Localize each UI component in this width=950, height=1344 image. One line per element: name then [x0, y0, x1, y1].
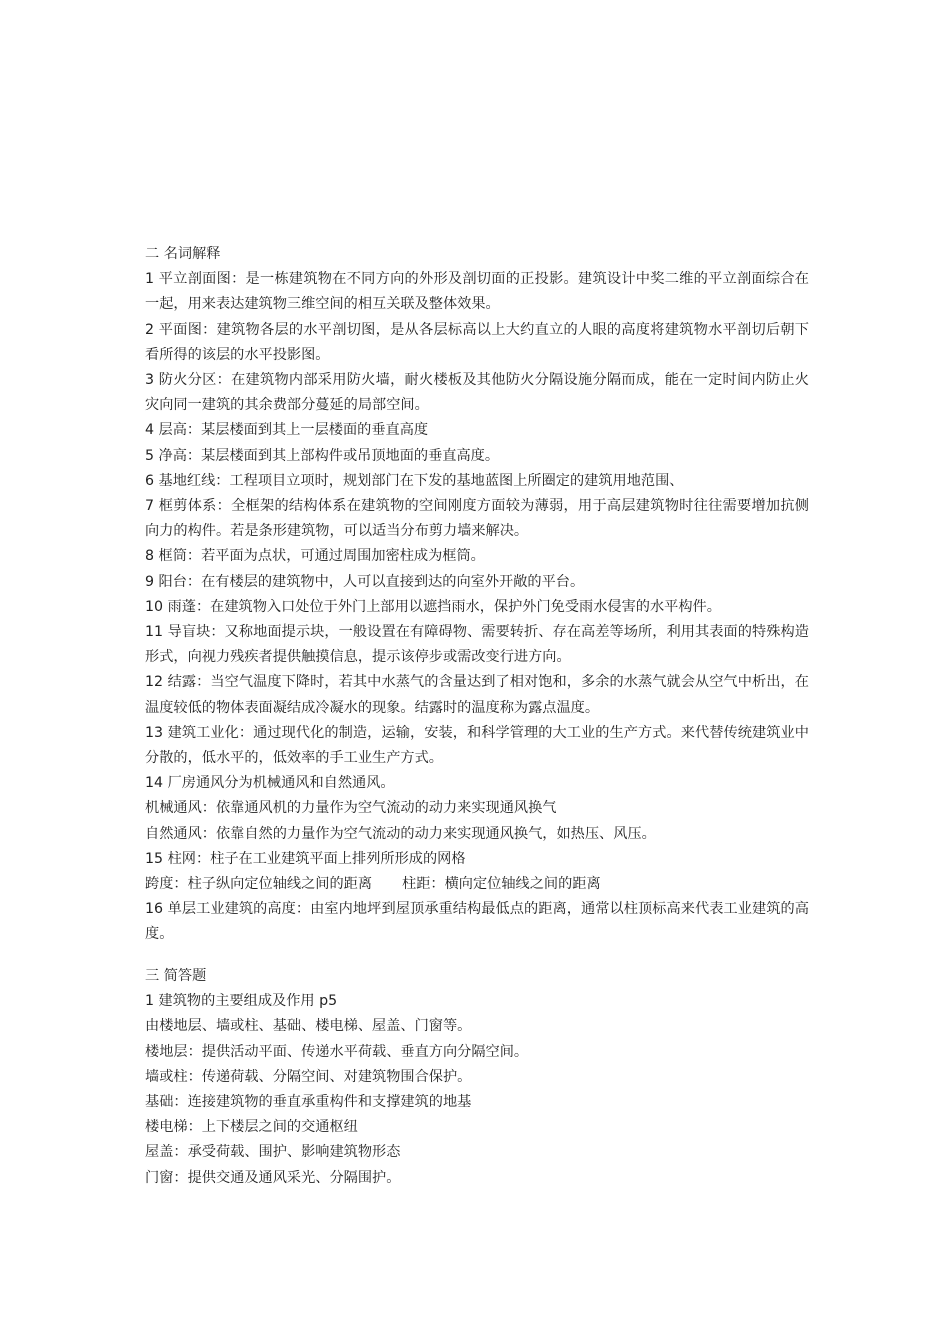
- term-item-9: 9 阳台：在有楼层的建筑物中，人可以直接到达的向室外开敞的平台。: [145, 573, 585, 590]
- answer-item-8: 门窗：提供交通及通风采光、分隔围护。: [145, 1169, 401, 1186]
- term-item-11: 11 导盲块：又称地面提示块，一般设置在有障碍物、需要转折、存在高差等场所，利用其表面的特殊构造形式，向视力残疾者提供触摸信息，提示该停步或需改变行进方向。: [145, 624, 809, 666]
- section-heading-terms: 二 名词解释: [145, 246, 221, 262]
- term-item-3: 3 防火分区：在建筑物内部采用防火墙，耐火楼板及其他防火分隔设施分隔而成，能在一定时间内防止火灾向同一建筑的其余费部分蔓延的局部空间。: [145, 372, 809, 414]
- term-item-12: 12 结露：当空气温度下降时，若其中水蒸气的含量达到了相对饱和，多余的水蒸气就会从空气中析出，在温度较低的物体表面凝结成冷凝水的现象。结露时的温度称为露点温度。: [145, 674, 809, 716]
- answer-item-2: 由楼地层、墙或柱、基础、楼电梯、屋盖、门窗等。: [145, 1018, 472, 1035]
- answer-item-6: 楼电梯：上下楼层之间的交通枢纽: [145, 1119, 358, 1136]
- answer-item-3: 楼地层：提供活动平面、传递水平荷载、垂直方向分隔空间。: [145, 1043, 529, 1060]
- term-item-6: 6 基地红线：工程项目立项时，规划部门在下发的基地蓝图上所圈定的建筑用地范围、: [145, 472, 684, 489]
- column-spacing-definition: 柱距：横向定位轴线之间的距离: [402, 876, 601, 893]
- term-item-4: 4 层高：某层楼面到其上一层楼面的垂直高度: [145, 422, 429, 439]
- answer-item-4: 墙或柱：传递荷载、分隔空间、对建筑物围合保护。: [145, 1068, 472, 1085]
- term-item-14-natural: 自然通风：依靠自然的力量作为空气流动的动力来实现通风换气，如热压、风压。: [145, 825, 656, 842]
- section-short-answers: [145, 964, 809, 1191]
- term-item-15-detail: [145, 872, 809, 897]
- term-item-2: 2 平面图：建筑物各层的水平剖切图，是从各层标高以上大约直立的人眼的高度将建筑物水平剖切后朝下看所得的该层的水平投影图。: [145, 321, 809, 363]
- answer-item-5: 基础：连接建筑物的垂直承重构件和支撑建筑的地基: [145, 1094, 472, 1111]
- section-heading-short-answers: 三 简答题: [145, 968, 207, 984]
- term-item-8: 8 框筒：若平面为点状，可通过周围加密柱成为框筒。: [145, 548, 485, 565]
- term-item-7: 7 框剪体系：全框架的结构体系在建筑物的空间刚度方面较为薄弱，用于高层建筑物时往往需要增加抗侧向力的构件。若是条形建筑物，可以适当分布剪力墙来解决。: [145, 498, 809, 540]
- answer-item-7: 屋盖：承受荷载、围护、影响建筑物形态: [145, 1144, 401, 1161]
- term-item-16: 16 单层工业建筑的高度：由室内地坪到屋顶承重结构最低点的距离，通常以柱顶标高来代表工业建筑的高度。: [145, 901, 809, 943]
- section-terms: [145, 242, 809, 948]
- span-definition: 跨度：柱子纵向定位轴线之间的距离: [145, 876, 373, 893]
- term-item-10: 10 雨蓬：在建筑物入口处位于外门上部用以遮挡雨水，保护外门免受雨水侵害的水平构件。: [145, 598, 721, 615]
- answer-item-1: 1 建筑物的主要组成及作用 p5: [145, 993, 338, 1010]
- term-item-13: 13 建筑工业化：通过现代化的制造，运输，安装，和科学管理的大工业的生产方式。来代替传统建筑业中分散的，低水平的，低效率的手工业生产方式。: [145, 724, 809, 767]
- term-item-14-mechanical: 机械通风：依靠通风机的力量作为空气流动的动力来实现通风换气: [145, 800, 557, 817]
- term-item-5: 5 净高：某层楼面到其上部构件或吊顶地面的垂直高度。: [145, 447, 500, 464]
- term-item-1: 1 平立剖面图：是一栋建筑物在不同方向的外形及剖切面的正投影。建筑设计中奖二维的平立剖面综合在一起，用来表达建筑物三维空间的相互关联及整体效果。: [145, 271, 809, 313]
- term-item-14: 14 厂房通风分为机械通风和自然通风。: [145, 775, 395, 792]
- term-item-15: 15 柱网：柱子在工业建筑平面上排列所形成的网格: [145, 850, 466, 867]
